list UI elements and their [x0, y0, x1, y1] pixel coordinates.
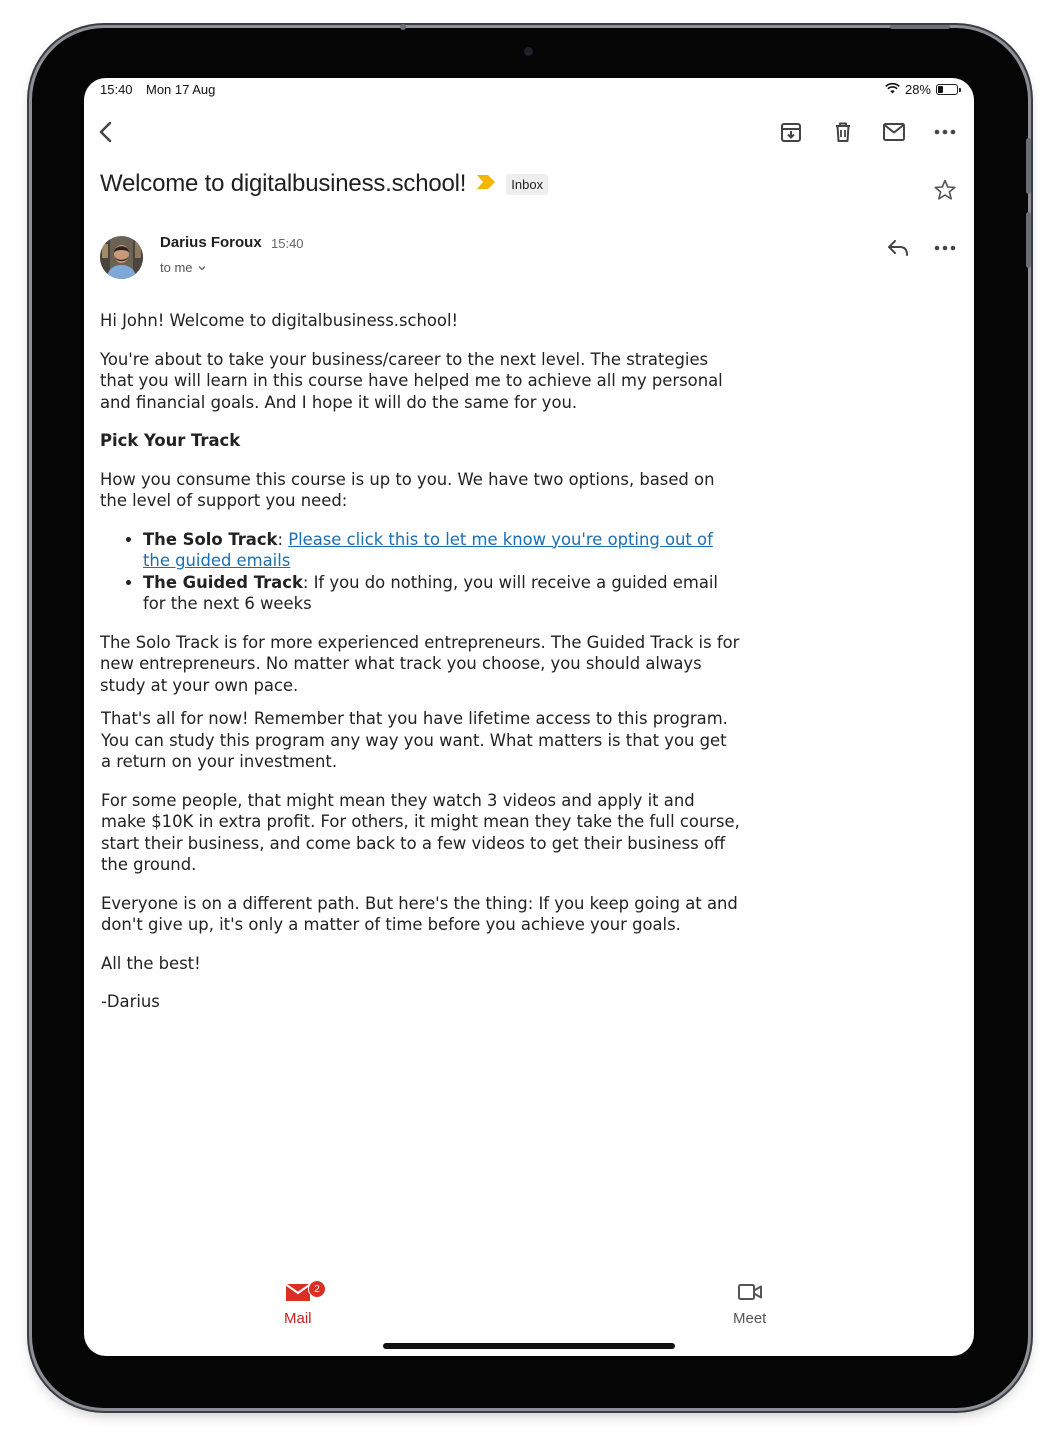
tracks-note: The Solo Track is for more experienced entrepreneurs. The Guided Track is for new entrepreneurs. No matter what track you choose, you should always study at your own pace.	[100, 632, 740, 695]
wifi-icon	[885, 82, 900, 97]
star-icon[interactable]	[931, 176, 959, 204]
mail-icon[interactable]	[880, 118, 908, 146]
path-paragraph: Everyone is on a different path. But here's the thing: If you keep going at and don't give up, it's only a matter of time before you achieve your goals.	[101, 893, 738, 934]
device-top-edge	[400, 24, 406, 30]
track-name: The Guided Track	[143, 572, 303, 592]
intro-paragraph: You're about to take your business/career to the next level. The strategies that you will learn in this course have helped me to achieve all my personal and financial goals. And I hope it will do the same for you.	[100, 349, 723, 412]
status-date: Mon 17 Aug	[146, 82, 216, 97]
section-heading: Pick Your Track	[100, 431, 241, 450]
mail-nav-label: Mail	[284, 1310, 312, 1327]
status-time: 15:40	[100, 82, 133, 97]
battery-fill	[938, 86, 943, 93]
important-marker-icon[interactable]	[476, 174, 496, 195]
unread-count-badge: 2	[308, 1280, 326, 1298]
signature: -Darius	[101, 992, 160, 1011]
sender-time: 15:40	[271, 236, 304, 251]
recipient-toggle[interactable]	[160, 260, 207, 275]
track-separator: :	[302, 572, 314, 592]
app-screen	[84, 78, 974, 1356]
recipient-text: to me	[160, 260, 193, 275]
reply-icon[interactable]	[884, 234, 912, 262]
inbox-label[interactable]: Inbox	[506, 174, 548, 195]
status-right	[885, 82, 958, 97]
archive-icon[interactable]	[777, 118, 805, 146]
home-indicator[interactable]	[383, 1343, 675, 1349]
list-item	[143, 529, 740, 572]
message-more-icon[interactable]	[931, 234, 959, 262]
access-paragraph: That's all for now! Remember that you have lifetime access to this program. You can study this program any way you want. What matters is that you get a return on your investment.	[101, 709, 728, 771]
sender-name[interactable]: Darius Foroux	[160, 234, 262, 251]
video-camera-icon	[737, 1282, 763, 1306]
examples-paragraph: For some people, that might mean they watch 3 videos and apply it and make $10K in extra profit. For others, it might mean they take the full course, start their business, and come back to a few videos to get their business off the ground.	[101, 790, 740, 874]
avatar[interactable]	[100, 236, 143, 279]
track-name: The Solo Track	[143, 529, 278, 549]
email-body	[100, 310, 740, 1030]
chevron-down-icon	[197, 260, 207, 275]
device-top-button	[890, 25, 950, 29]
email-subject: Welcome to digitalbusiness.school!	[100, 170, 467, 197]
track-list	[100, 529, 740, 615]
greeting: Hi John! Welcome to digitalbusiness.school!	[100, 311, 459, 330]
email-subject-row	[100, 170, 548, 198]
device-volume-down	[1026, 212, 1031, 268]
status-bar	[100, 82, 958, 100]
trash-icon[interactable]	[829, 118, 857, 146]
front-camera	[524, 47, 533, 56]
track-description: If you do nothing, you will receive a guided email for the next 6 weeks	[143, 572, 718, 613]
device-volume-up	[1026, 138, 1031, 194]
more-icon[interactable]	[931, 118, 959, 146]
closing: All the best!	[101, 953, 201, 973]
meet-nav-label: Meet	[733, 1310, 767, 1327]
nav-meet[interactable]	[733, 1282, 766, 1327]
back-arrow-icon[interactable]	[92, 118, 120, 146]
opt-out-link[interactable]: Please click this to let me know you're opting out of the guided emails	[143, 529, 713, 570]
track-separator: :	[277, 529, 289, 549]
list-item	[143, 572, 740, 615]
options-intro: How you consume this course is up to you. We have two options, based on the level of support you need:	[100, 469, 715, 510]
battery-percent: 28%	[904, 82, 931, 97]
battery-icon	[936, 84, 958, 95]
mail-nav-icon	[285, 1282, 311, 1306]
